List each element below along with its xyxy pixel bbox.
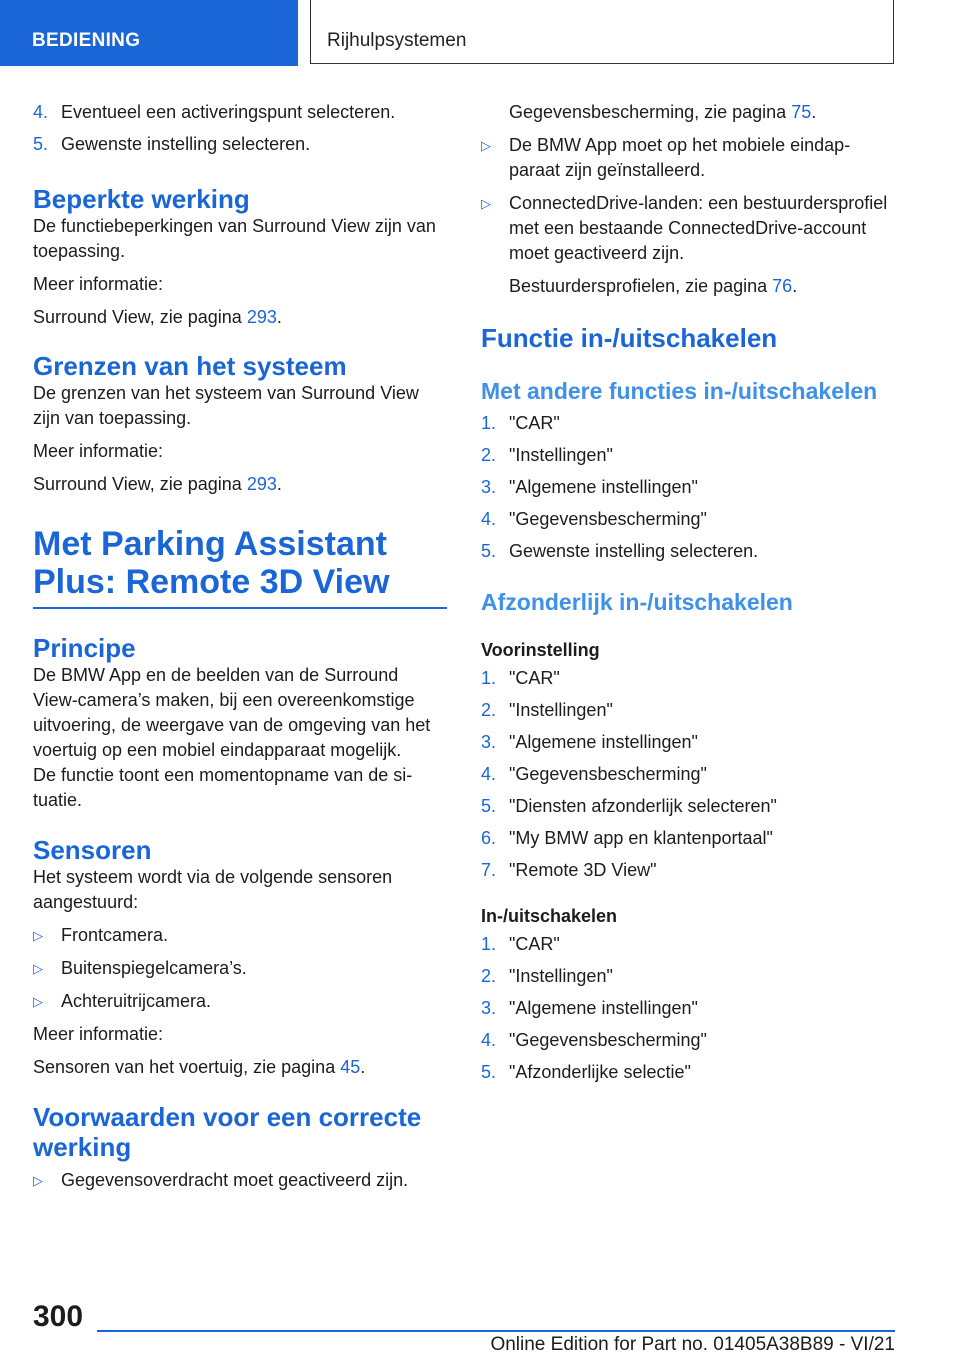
list-item: 1. "CAR" bbox=[481, 413, 560, 433]
list-item: 5. Gewenste instelling selecteren. bbox=[481, 541, 759, 561]
steps-andere bbox=[481, 411, 895, 564]
right-column bbox=[481, 100, 895, 1092]
paragraph: De grenzen van het systeem van Surround View zijn van toepassing. bbox=[33, 383, 419, 428]
steps-voorinstelling bbox=[481, 666, 895, 883]
list-item: 4. "Gegevensbescherming" bbox=[481, 509, 707, 529]
cross-reference: Sensoren van het voertuig, zie pagina 45. bbox=[33, 1057, 366, 1077]
list-item: 5. "Afzonderlijke selectie" bbox=[481, 1062, 691, 1082]
condition-list bbox=[33, 1168, 447, 1193]
list-item: 1. "CAR" bbox=[481, 668, 560, 688]
list-item: 2. "Instellingen" bbox=[481, 445, 613, 465]
list-item: 4. Eventueel een activeringspunt selecteren. bbox=[33, 102, 396, 122]
list-item: 5. "Diensten afzonderlijk selecteren" bbox=[481, 796, 777, 816]
more-info-label: Meer informatie: bbox=[33, 274, 164, 294]
list-item: 4. "Gegevensbescherming" bbox=[481, 764, 707, 784]
triangle-bullet-icon: ▷ bbox=[33, 961, 43, 976]
list-item: 1. "CAR" bbox=[481, 934, 560, 954]
page-header bbox=[0, 0, 960, 66]
heading-functie: Functie in-/uitschakelen bbox=[481, 323, 778, 353]
page-link[interactable]: 293 bbox=[246, 307, 277, 327]
left-column bbox=[33, 100, 447, 1201]
steps-in-uitschakelen bbox=[481, 932, 895, 1085]
more-info-label: Meer informatie: bbox=[33, 1024, 164, 1044]
list-item: 3. "Algemene instellingen" bbox=[481, 477, 698, 497]
paragraph: Het systeem wordt via de volgende sensoren aangestuurd: bbox=[33, 867, 393, 912]
page-link[interactable]: 45 bbox=[340, 1057, 361, 1077]
triangle-bullet-icon: ▷ bbox=[481, 138, 491, 153]
paragraph: De functiebeperkingen van Surround View zijn van toepassing. bbox=[33, 216, 436, 261]
paragraph: De BMW App en de beelden van de Surround View-camera’s maken, bij een overeenkomstige uitvoering, de weergave van de omgeving van het voertuig op een mobiel eindapparaat mogelijk. bbox=[33, 665, 431, 760]
list-item: 4. "Gegevensbescherming" bbox=[481, 1030, 707, 1050]
triangle-bullet-icon: ▷ bbox=[481, 196, 491, 211]
list-item: ▷ Frontcamera. bbox=[33, 923, 447, 948]
steps-top bbox=[33, 100, 447, 157]
page-link[interactable]: 75 bbox=[791, 102, 812, 122]
heading-grenzen: Grenzen van het systeem bbox=[33, 351, 347, 381]
cross-reference: Surround View, zie pagina 293. bbox=[33, 474, 282, 494]
list-item: ▷ ConnectedDrive-landen: een bestuurdersprofiel met een bestaande ConnectedDrive-account moet geactiveerd zijn. bbox=[481, 193, 888, 263]
heading-principe: Principe bbox=[33, 633, 136, 663]
footer-rule bbox=[97, 1330, 895, 1332]
triangle-bullet-icon: ▷ bbox=[33, 928, 43, 943]
cross-reference: Bestuurdersprofielen, zie pagina 76. bbox=[509, 276, 798, 296]
list-item: 5. Gewenste instelling selecteren. bbox=[33, 134, 311, 154]
paragraph: De functie toont een momentopname van de situatie. bbox=[33, 765, 413, 810]
edition-note: Online Edition for Part no. 01405A38B89 - VI/21 bbox=[490, 1334, 895, 1355]
heading-voorwaarden: Voorwaarden voor een correcte werking bbox=[33, 1102, 422, 1162]
list-item: 7. "Remote 3D View" bbox=[481, 860, 657, 880]
heading-beperkte-werking: Beperkte werking bbox=[33, 184, 250, 214]
label-voorinstelling: Voorinstelling bbox=[481, 640, 600, 660]
label-in-uitschakelen: In-/uitschakelen bbox=[481, 906, 618, 926]
list-item: 6. "My BMW app en klantenportaal" bbox=[481, 828, 773, 848]
list-item: 3. "Algemene instellingen" bbox=[481, 732, 698, 752]
list-item: 2. "Instellingen" bbox=[481, 966, 613, 986]
list-item: ▷ De BMW App moet op het mobiele eindapparaat zijn geïnstalleerd. bbox=[481, 135, 851, 180]
heading-sensoren: Sensoren bbox=[33, 835, 152, 865]
list-item: 3. "Algemene instellingen" bbox=[481, 998, 698, 1018]
list-item: 2. "Instellingen" bbox=[481, 700, 613, 720]
chapter-tab bbox=[310, 0, 894, 64]
page-number: 300 bbox=[33, 1300, 84, 1333]
sensor-list bbox=[33, 923, 447, 1014]
section-label: BEDIENING bbox=[32, 30, 141, 51]
list-item: ▷ Buitenspiegelcamera’s. bbox=[33, 956, 447, 981]
condition-list-cont bbox=[481, 133, 895, 266]
chapter-title: Met Parking Assistant Plus: Remote 3D View bbox=[33, 525, 390, 601]
triangle-bullet-icon: ▷ bbox=[33, 994, 43, 1009]
chapter-label: Rijhulpsystemen bbox=[327, 30, 467, 51]
triangle-bullet-icon: ▷ bbox=[33, 1173, 43, 1188]
page-link[interactable]: 293 bbox=[246, 474, 277, 494]
cross-reference: Gegevensbescherming, zie pagina 75. bbox=[509, 102, 817, 122]
list-item: ▷ Gegevensoverdracht moet geactiveerd zijn. bbox=[33, 1168, 447, 1193]
cross-reference: Surround View, zie pagina 293. bbox=[33, 307, 282, 327]
more-info-label: Meer informatie: bbox=[33, 441, 164, 461]
page-link[interactable]: 76 bbox=[772, 276, 793, 296]
section-tab bbox=[0, 0, 298, 66]
subheading-afzonderlijk: Afzonderlijk in-/uitschakelen bbox=[481, 589, 793, 615]
list-item: ▷ Achteruitrijcamera. bbox=[33, 989, 447, 1014]
subheading-andere-functies: Met andere functies in-/uitschakelen bbox=[481, 378, 878, 404]
